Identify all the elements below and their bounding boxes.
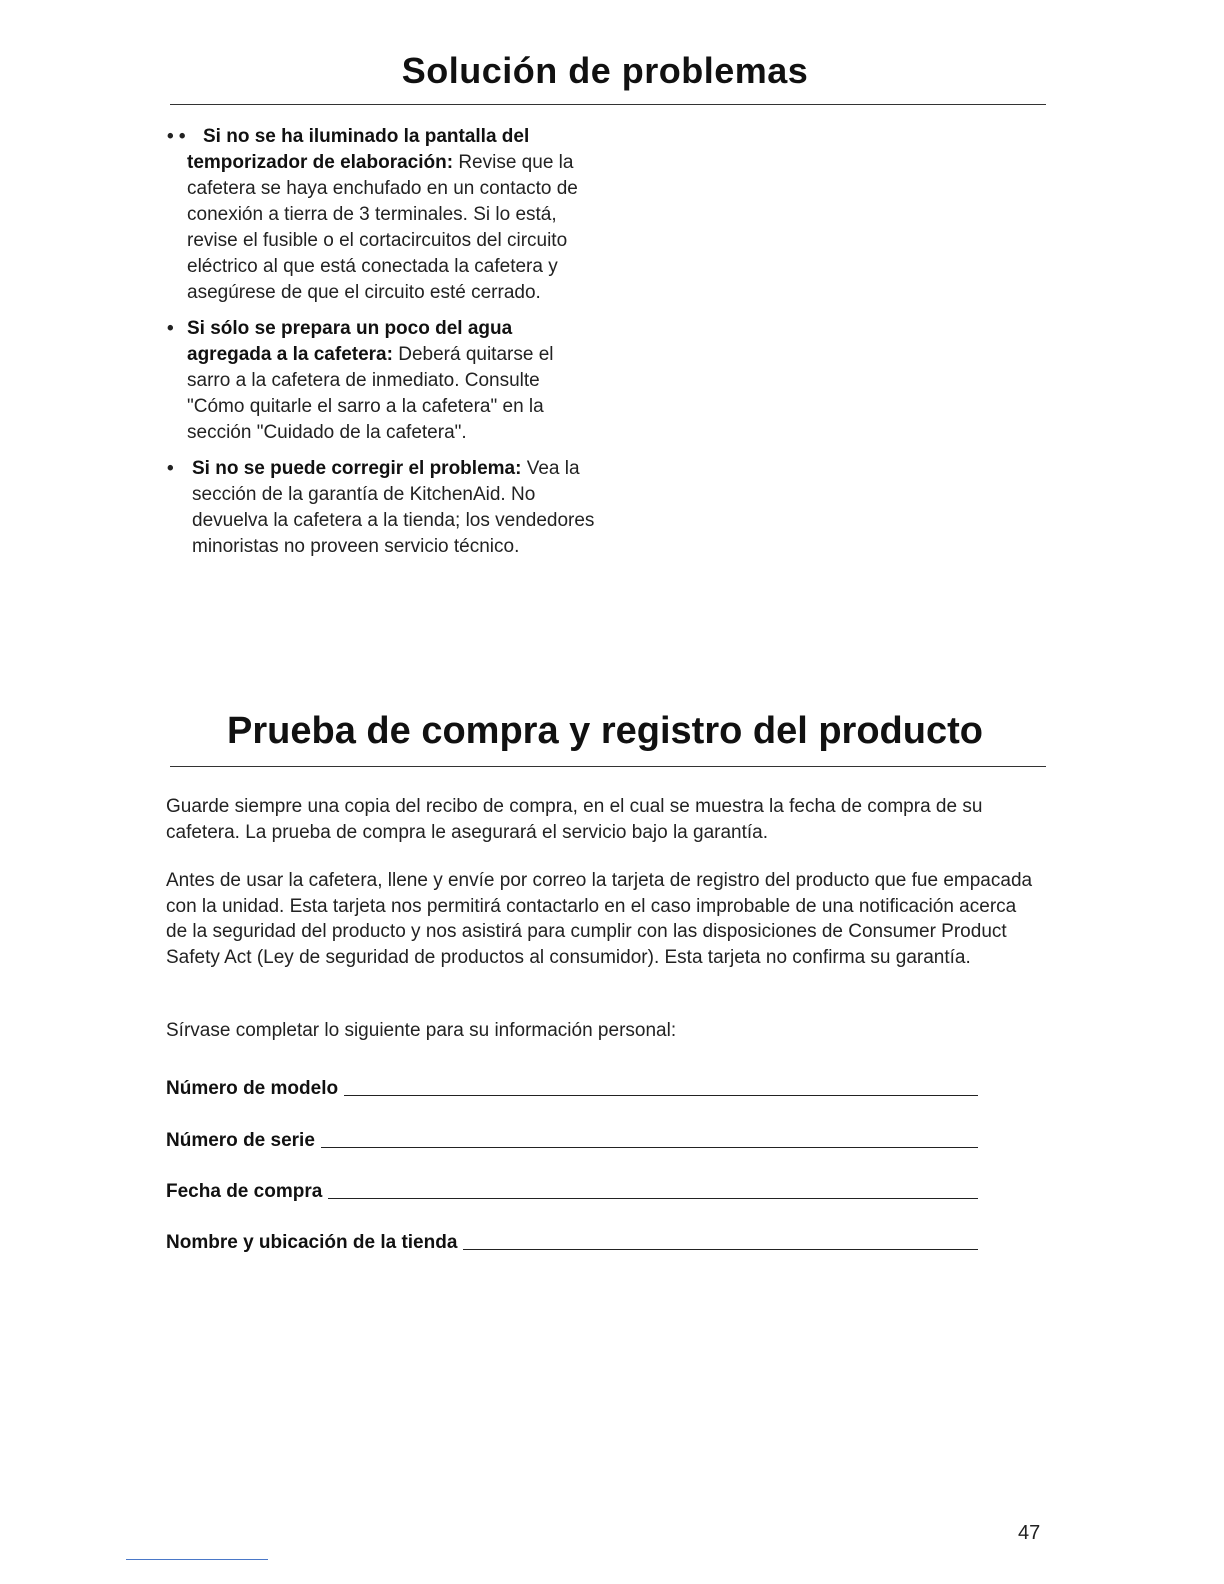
model-number-label: Número de modelo <box>166 1078 339 1099</box>
bullet-icon: • <box>167 458 174 479</box>
troubleshooting-title: Solución de problemas <box>401 50 809 91</box>
purchase-date-field <box>166 1173 978 1203</box>
store-name-blank[interactable] <box>463 1227 978 1250</box>
registration-title: Prueba de compra y registro del producto <box>227 710 983 752</box>
troubleshooting-item-text: Vea la sección de la garantía de KitchenAid. No devuelva la cafetera a la tienda; los vendedores minoristas no proveen servicio técnico. <box>192 458 595 557</box>
troubleshooting-item-lead: Si sólo se prepara un poco del agua agregada a la cafetera: <box>187 318 513 365</box>
troubleshooting-item-lead: Si no se puede corregir el problema: <box>192 458 522 479</box>
serial-number-field <box>166 1122 978 1152</box>
registration-title-rule <box>170 766 1046 767</box>
troubleshooting-item <box>165 316 595 446</box>
store-name-field <box>166 1224 978 1254</box>
troubleshooting-item-text: Deberá quitarse el sarro a la cafetera de inmediato. Consulte "Cómo quitarle el sarro a la cafetera" en la sección "Cuidado de la cafetera". <box>187 344 554 443</box>
troubleshooting-title-rule <box>170 104 1046 105</box>
troubleshooting-list <box>165 124 595 570</box>
troubleshooting-item <box>165 124 595 306</box>
serial-number-label: Número de serie <box>166 1130 315 1151</box>
model-number-field <box>166 1070 978 1100</box>
registration-paragraph-card: Antes de usar la cafetera, llene y envíe por correo la tarjeta de registro del producto que fue empacada con la unidad. Esta tarjeta nos permitirá contactarlo en el caso improbable de una notificación acerca de la seguridad del producto y nos asistirá para cumplir con las disposiciones de Consumer Product Safety Act (Ley de seguridad de productos al consumidor). Esta tarjeta no confirma su garantía. <box>166 870 1033 968</box>
registration-paragraph-receipt: Guarde siempre una copia del recibo de compra, en el cual se muestra la fecha de compra de su cafetera. La prueba de compra le asegurará el servicio bajo la garantía. <box>166 796 983 843</box>
troubleshooting-item <box>165 456 595 560</box>
model-number-blank[interactable] <box>344 1073 978 1096</box>
purchase-date-blank[interactable] <box>328 1176 978 1199</box>
store-name-label: Nombre y ubicación de la tienda <box>166 1232 458 1253</box>
registration-paragraph-instructions: Sírvase completar lo siguiente para su información personal: <box>166 1020 677 1041</box>
troubleshooting-item-lead: Si no se ha iluminado la pantalla del temporizador de elaboración: <box>187 126 530 173</box>
page-number: 47 <box>1018 1522 1041 1544</box>
serial-number-blank[interactable] <box>321 1125 978 1148</box>
footer-link-underline <box>126 1559 268 1560</box>
purchase-date-label: Fecha de compra <box>166 1181 323 1202</box>
troubleshooting-item-text: Revise que la cafetera se haya enchufado en un contacto de conexión a tierra de 3 terminales. Si lo está, revise el fusible o el cortacircuitos del circuito eléctrico al que está conectada la cafetera y asegúrese de que el circuito esté cerrado. <box>187 152 578 303</box>
bullet-icon: • <box>167 318 174 339</box>
bullet-icon: • • <box>167 126 186 147</box>
